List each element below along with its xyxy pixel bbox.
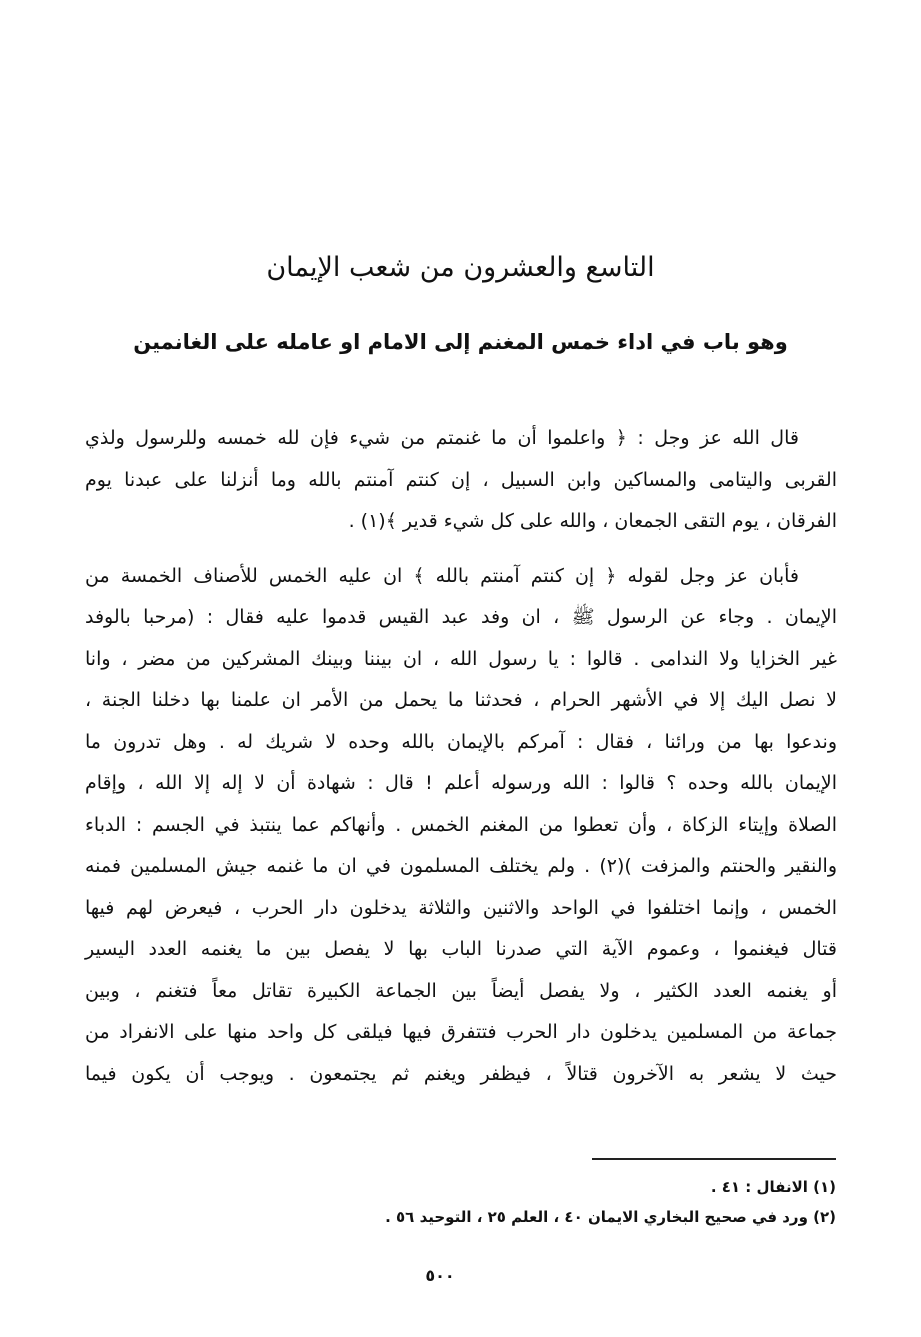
text-line: الإيمان بالله وحده ؟ قالوا : الله ورسوله أعلم ! قال : شهادة أن لا إله إلا الله ، وإقام <box>85 772 837 794</box>
text-line: قتال فيغنموا ، وعموم الآية التي صدرنا الباب بها لا يفصل بين ما يغنمه العدد اليسير <box>85 938 837 960</box>
footnote-2: (٢) ورد في صحيح البخاري الايمان ٤٠ ، العلم ٢٥ ، التوحيد ٥٦ . <box>385 1208 836 1226</box>
body-text <box>85 418 837 1095</box>
paragraph <box>85 556 837 1096</box>
page-number: ٥٠٠ <box>425 1266 455 1285</box>
text-line: الصلاة وإيتاء الزكاة ، وأن تعطوا من المغنم الخمس . وأنهاكم عما ينتبذ في الجسم : الدباء <box>85 813 837 836</box>
text-line: الإيمان . وجاء عن الرسول ﷺ ، ان وفد عبد القيس قدموا عليه فقال : (مرحبا بالوفد <box>85 606 837 628</box>
text-line: غير الخزايا ولا الندامى . قالوا : يا رسول الله ، ان بيننا وبينك المشركين من مضر ، وانا <box>85 647 837 670</box>
text-line: الخمس ، وإنما اختلفوا في الواحد والاثنين والثلاثة يدخلون دار الحرب ، فيعرض لهم فيها <box>85 896 837 919</box>
text-line: لا نصل اليك إلا في الأشهر الحرام ، فحدثنا ما يحمل من الأمر ان علمنا بها دخلنا الجنة ، <box>85 689 837 711</box>
footnote-divider <box>592 1158 836 1160</box>
text-line: أو يغنمه العدد الكثير ، ولا يفصل أيضاً بين الجماعة الكبيرة تقاتل معاً فتغنم ، وبين <box>85 979 837 1002</box>
chapter-subtitle: وهو باب في اداء خمس المغنم إلى الامام او عامله على الغانمين <box>133 330 788 354</box>
chapter-title: التاسع والعشرون من شعب الإيمان <box>266 252 655 283</box>
footnote-1: (١) الانفال : ٤١ . <box>710 1178 836 1196</box>
text-line: والنقير والحنتم والمزفت )(٢) . ولم يختلف المسلمون في ان ما غنمه جيش المسلمين فمنه <box>85 855 837 877</box>
text-line: وندعوا بها من ورائنا ، فقال : آمركم بالإيمان بالله وحده لا شريك له . وهل تدرون ما <box>85 730 837 753</box>
text-line: جماعة من المسلمين يدخلون دار الحرب فتتفرق فيها فيلقى كل واحد منها على الانفراد من <box>85 1021 837 1043</box>
paragraph <box>85 418 837 543</box>
text-line: حيث لا يشعر به الآخرون قتالاً ، فيظفر ويغنم ثم يجتمعون . ويوجب أن يكون فيما <box>85 1062 837 1085</box>
text-line: الفرقان ، يوم التقى الجمعان ، والله على كل شيء قدير ﴾(١) . <box>348 510 837 532</box>
text-line: قال الله عز وجل : ﴿ واعلموا أن ما غنمتم من شيء فإن لله خمسه وللرسول ولذي <box>85 427 799 449</box>
text-line: القربى واليتامى والمساكين وابن السبيل ، إن كنتم آمنتم بالله وما أنزلنا على عبدنا يوم <box>85 468 837 491</box>
text-line: فأبان عز وجل لقوله ﴿ إن كنتم آمنتم بالله ﴾ ان عليه الخمس للأصناف الخمسة من <box>85 564 799 587</box>
